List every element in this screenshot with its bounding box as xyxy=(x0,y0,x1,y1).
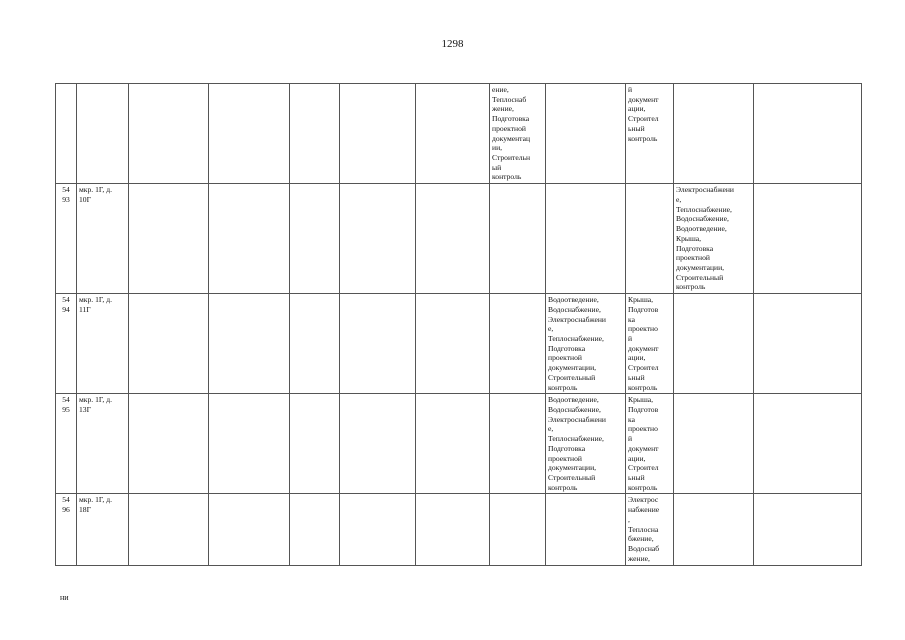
empty-cell xyxy=(290,84,340,184)
row-number-cell: 54 93 xyxy=(56,184,77,294)
empty-cell xyxy=(290,494,340,565)
empty-cell xyxy=(340,494,416,565)
empty-cell xyxy=(754,294,862,394)
work-types-cell xyxy=(490,494,546,565)
work-types-cell: Электрос набжение , Теплосна бжение, Водоснаб жение, xyxy=(626,494,674,565)
table-row xyxy=(56,84,862,184)
work-types-cell: Водоотведение, Водоснабжение, Электроснабжени е, Теплоснабжение, Подготовка проектной документации, Строительный контроль xyxy=(546,294,626,394)
work-types-cell xyxy=(674,394,754,494)
empty-cell xyxy=(416,84,490,184)
work-types-cell xyxy=(674,294,754,394)
empty-cell xyxy=(754,494,862,565)
empty-cell xyxy=(209,394,290,494)
work-types-cell: Электроснабжени е, Теплоснабжение, Водоснабжение, Водоотведение, Крыша, Подготовка проектной документации, Строительный контроль xyxy=(674,184,754,294)
empty-cell xyxy=(340,394,416,494)
work-schedule-table xyxy=(55,83,862,566)
row-number-cell xyxy=(56,84,77,184)
table-row xyxy=(56,294,862,394)
row-number-cell: 54 94 xyxy=(56,294,77,394)
table-row xyxy=(56,394,862,494)
work-types-cell xyxy=(674,84,754,184)
empty-cell xyxy=(209,184,290,294)
work-types-cell xyxy=(546,184,626,294)
empty-cell xyxy=(290,294,340,394)
address-cell: мкр. 1Г, д. 18Г xyxy=(77,494,129,565)
empty-cell xyxy=(416,394,490,494)
empty-cell xyxy=(754,184,862,294)
empty-cell xyxy=(340,294,416,394)
empty-cell xyxy=(290,184,340,294)
empty-cell xyxy=(416,184,490,294)
work-types-cell xyxy=(546,494,626,565)
empty-cell xyxy=(129,84,209,184)
work-types-cell xyxy=(490,294,546,394)
address-cell xyxy=(77,84,129,184)
work-types-cell xyxy=(626,184,674,294)
empty-cell xyxy=(129,394,209,494)
work-types-cell: Крыша, Подготов ка проектно й документ ации, Строител ьный контроль xyxy=(626,394,674,494)
work-types-cell xyxy=(490,184,546,294)
empty-cell xyxy=(416,294,490,394)
address-cell: мкр. 1Г, д. 10Г xyxy=(77,184,129,294)
empty-cell xyxy=(290,394,340,494)
empty-cell xyxy=(209,294,290,394)
address-cell: мкр. 1Г, д. 11Г xyxy=(77,294,129,394)
empty-cell xyxy=(416,494,490,565)
row-number-cell: 54 96 xyxy=(56,494,77,565)
work-types-cell xyxy=(546,84,626,184)
work-types-cell xyxy=(674,494,754,565)
empty-cell xyxy=(340,84,416,184)
empty-cell xyxy=(129,294,209,394)
work-types-cell: Крыша, Подготов ка проектно й документ ации, Строител ьный контроль xyxy=(626,294,674,394)
page-number: 1298 xyxy=(441,38,464,50)
table-row xyxy=(56,184,862,294)
work-types-cell: й документ ации, Строител ьный контроль xyxy=(626,84,674,184)
work-types-cell: Водоотведение, Водоснабжение, Электроснабжени е, Теплоснабжение, Подготовка проектной документации, Строительный контроль xyxy=(546,394,626,494)
empty-cell xyxy=(209,494,290,565)
table-row xyxy=(56,494,862,565)
empty-cell xyxy=(129,494,209,565)
row-number-cell: 54 95 xyxy=(56,394,77,494)
address-cell: мкр. 1Г, д. 13Г xyxy=(77,394,129,494)
work-types-cell: ение, Теплоснаб жение, Подготовка проектной документац ии, Строительн ый контроль xyxy=(490,84,546,184)
empty-cell xyxy=(754,394,862,494)
empty-cell xyxy=(129,184,209,294)
footer-mark: ни xyxy=(60,593,69,602)
empty-cell xyxy=(340,184,416,294)
empty-cell xyxy=(209,84,290,184)
empty-cell xyxy=(754,84,862,184)
work-types-cell xyxy=(490,394,546,494)
